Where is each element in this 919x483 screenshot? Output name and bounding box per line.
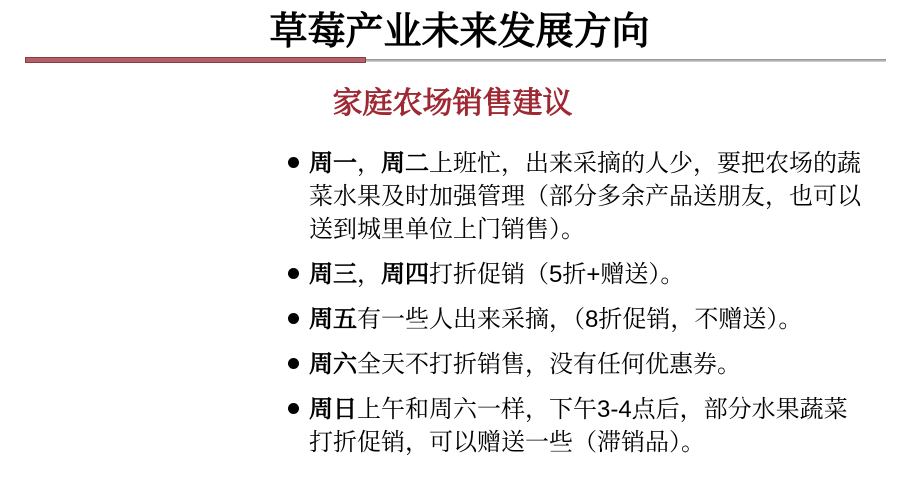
list-item — [288, 348, 866, 381]
list-item-text: 上午和周六一样，下午3-4点后，部分水果蔬菜打折促销，可以赠送一些（滞销品）。 — [309, 396, 848, 456]
page-title: 草莓产业未来发展方向 — [269, 11, 650, 53]
list-item-text: 上班忙，出来采摘的人少，要把农场的蔬菜水果及时加强管理（部分多余产品送朋友，也可以送到城里单位上门销售）。 — [309, 150, 861, 243]
list-item — [288, 147, 866, 246]
list-item — [288, 258, 866, 291]
day-label: 周二 — [381, 150, 429, 177]
bullet-icon — [288, 157, 299, 168]
day-label: 周五 — [309, 306, 357, 333]
bullet-icon — [288, 403, 299, 414]
day-label: 周六 — [309, 351, 357, 378]
list-item — [288, 393, 866, 459]
accent-divider-gray-segment — [366, 59, 886, 62]
section-heading: 家庭农场销售建议 — [332, 87, 573, 120]
day-label: 周日 — [309, 396, 357, 423]
accent-divider — [25, 57, 886, 64]
list-item — [288, 303, 866, 336]
day-label: 周三 — [309, 261, 357, 288]
bullet-icon — [288, 268, 299, 279]
list-item-text: 有一些人出来采摘，（8折促销，不赠送）。 — [357, 306, 803, 333]
list-item-text: ， — [357, 261, 381, 288]
accent-divider-red-segment — [25, 57, 366, 63]
list-item-text: ， — [357, 150, 381, 177]
bullet-icon — [288, 313, 299, 324]
bullet-list — [288, 147, 866, 471]
list-item-text: 全天不打折销售，没有任何优惠券。 — [357, 351, 741, 378]
bullet-icon — [288, 358, 299, 369]
day-label: 周一 — [309, 150, 357, 177]
day-label: 周四 — [381, 261, 429, 288]
list-item-text: 打折促销（5折+赠送）。 — [429, 261, 685, 288]
